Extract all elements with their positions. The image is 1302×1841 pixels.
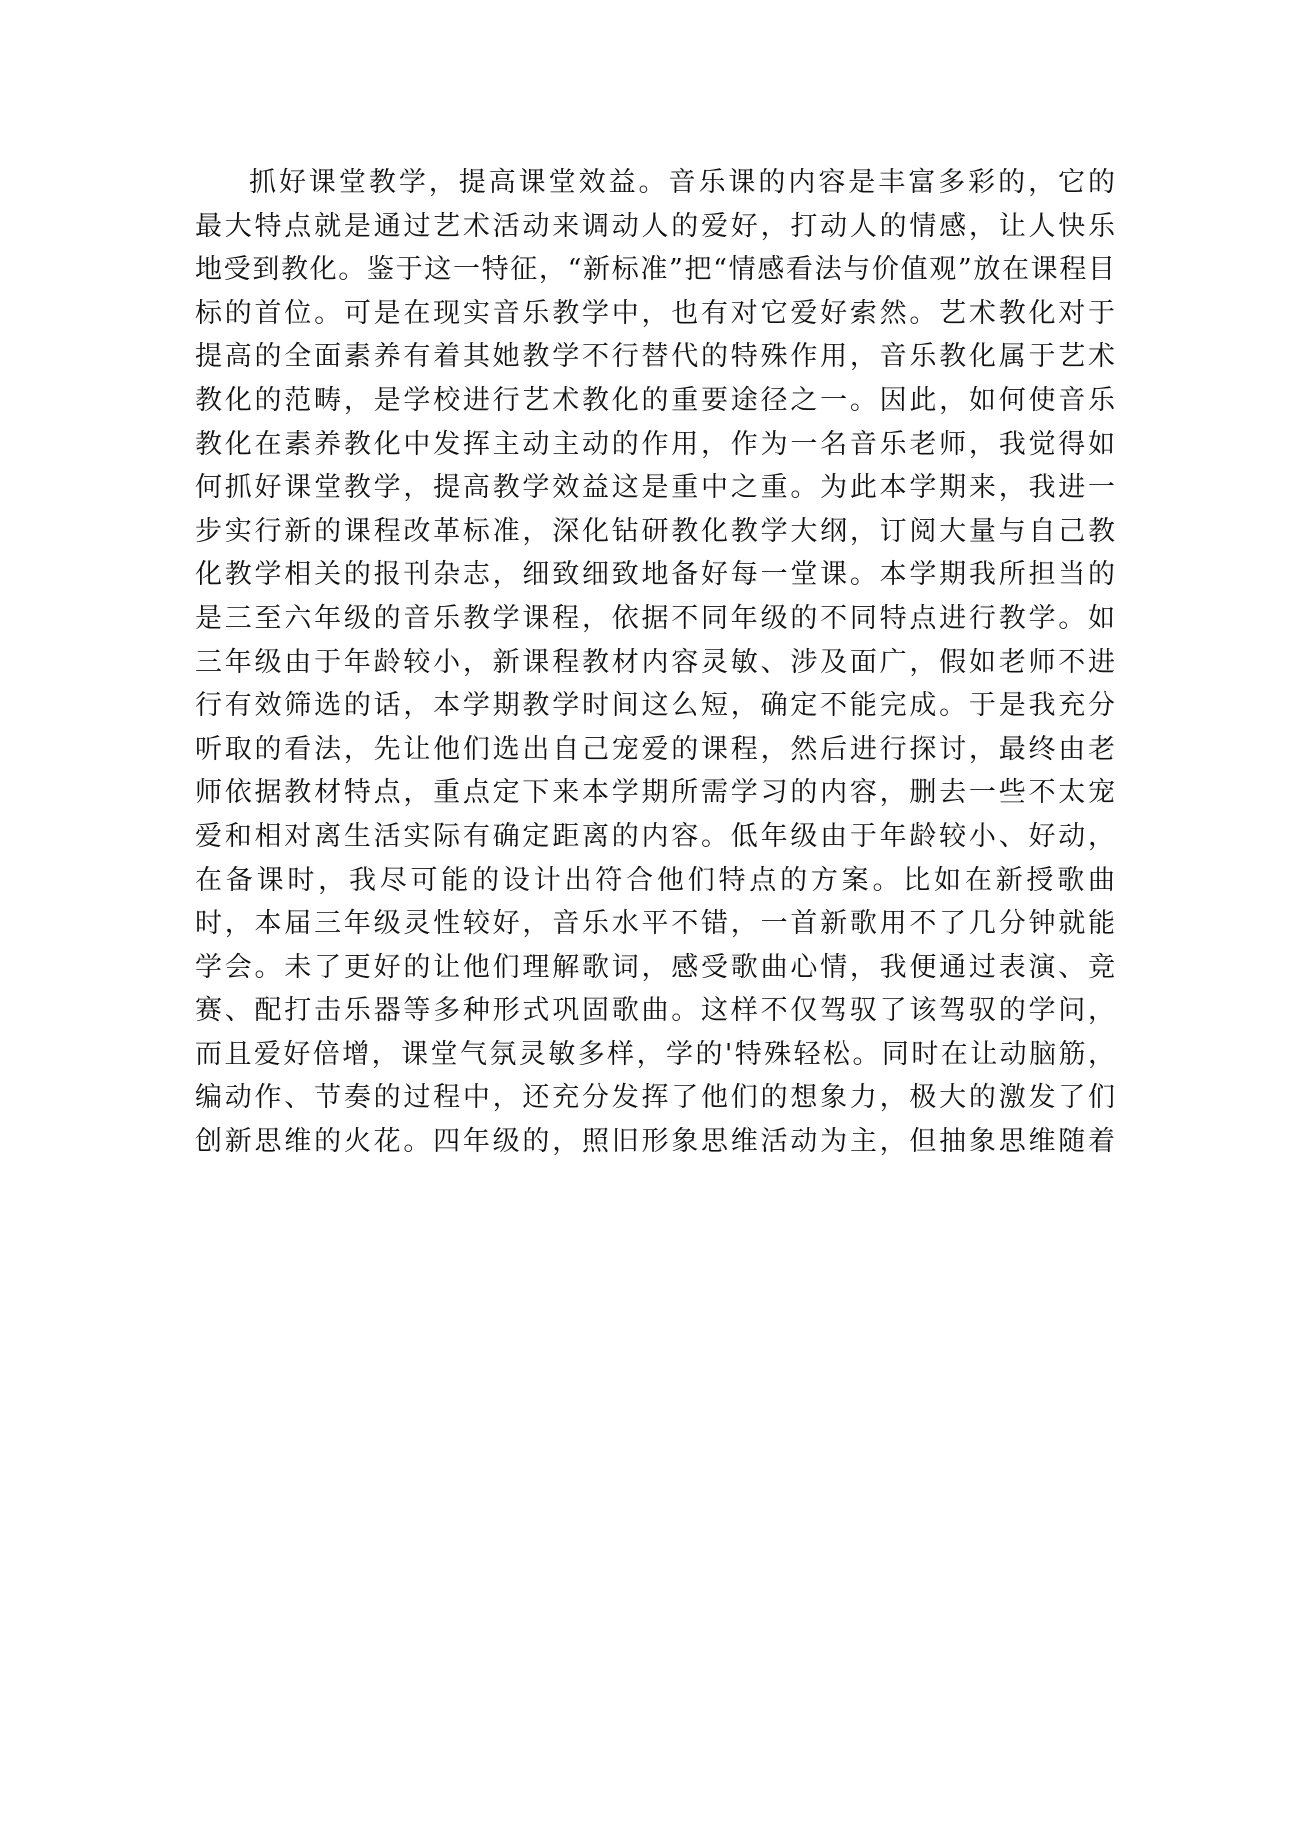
text-line: 在备课时，我尽可能的设计出符合他们特点的方案。比如在新授歌曲 [195,864,1115,896]
text-line: 而且爱好倍增，课堂气氛灵敏多样，学的'特殊轻松。同时在让动脑筋， [195,1038,1115,1070]
text-line: 标的首位。可是在现实音乐教学中，也有对它爱好索然。艺术教化对于 [195,297,1115,329]
text-line: 编动作、节奏的过程中，还充分发挥了他们的想象力，极大的激发了们 [195,1082,1115,1114]
body-paragraph [195,161,1115,1164]
text-line: 提高的全面素养有着其她教学不行替代的特殊作用，音乐教化属于艺术 [195,341,1115,373]
text-line: 创新思维的火花。四年级的，照旧形象思维活动为主，但抽象思维随着 [195,1126,1115,1158]
text-line: 时，本届三年级灵性较好，音乐水平不错，一首新歌用不了几分钟就能 [195,908,1115,940]
text-line: 赛、配打击乐器等多种形式巩固歌曲。这样不仅驾驭了该驾驭的学问， [195,995,1115,1027]
text-line: 教化在素养教化中发挥主动主动的作用，作为一名音乐老师，我觉得如 [195,428,1115,460]
text-line: 化教学相关的报刊杂志，细致细致地备好每一堂课。本学期我所担当的 [195,559,1115,591]
text-line: 是三至六年级的音乐教学课程，依据不同年级的不同特点进行教学。如 [195,602,1115,634]
text-line: 步实行新的课程改革标准，深化钻研教化教学大纲，订阅大量与自己教 [195,515,1115,547]
text-line: 教化的范畴，是学校进行艺术教化的重要途径之一。因此，如何使音乐 [195,384,1115,416]
text-line: 师依据教材特点，重点定下来本学期所需学习的内容，删去一些不太宠 [195,777,1115,809]
text-line: 听取的看法，先让他们选出自己宠爱的课程，然后进行探讨，最终由老 [195,733,1115,765]
text-line: 地受到教化。鉴于这一特征，“新标准”把“情感看法与价值观”放在课程目 [195,254,1115,286]
text-line: 抓好课堂教学，提高课堂效益。音乐课的内容是丰富多彩的，它的 [249,167,1115,198]
text-line: 爱和相对离生活实际有确定距离的内容。低年级由于年龄较小、好动， [195,820,1115,852]
text-line: 行有效筛选的话，本学期教学时间这么短，确定不能完成。于是我充分 [195,690,1115,722]
text-line: 最大特点就是通过艺术活动来调动人的爱好，打动人的情感，让人快乐 [195,210,1115,242]
text-line: 学会。未了更好的让他们理解歌词，感受歌曲心情，我便通过表演、竞 [195,951,1115,983]
text-line: 何抓好课堂教学，提高教学效益这是重中之重。为此本学期来，我进一 [195,472,1115,504]
text-line: 三年级由于年龄较小，新课程教材内容灵敏、涉及面广，假如老师不进 [195,646,1115,678]
